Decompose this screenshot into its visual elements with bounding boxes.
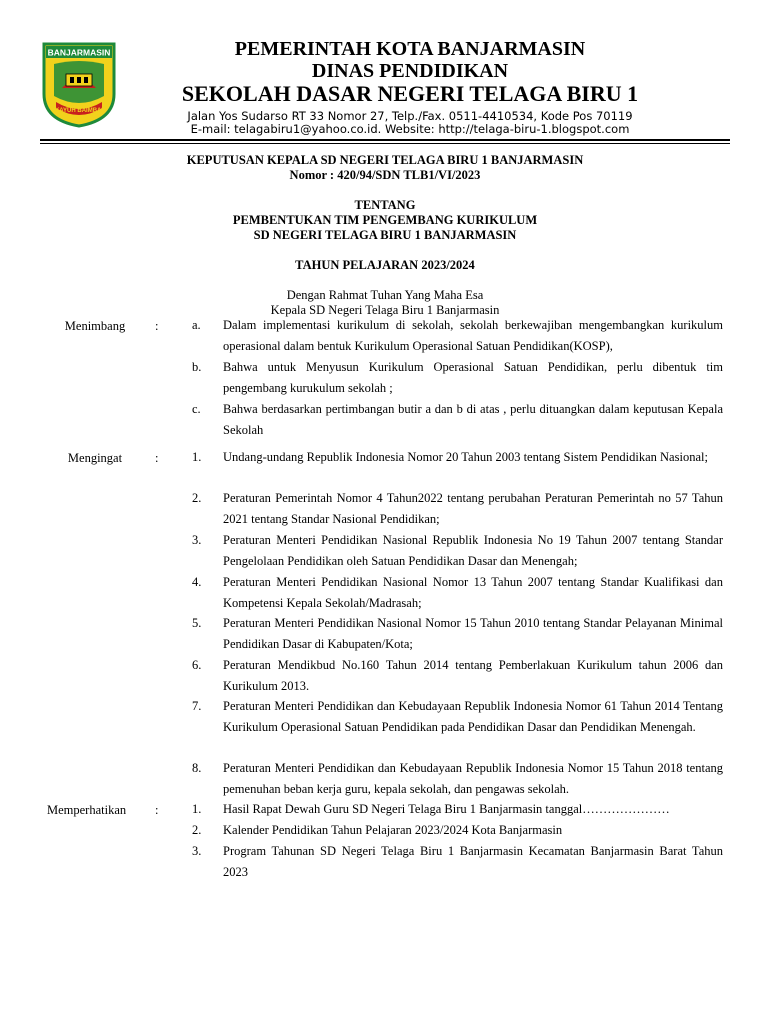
letterhead-rule-thin xyxy=(40,143,730,144)
mengingat-item-4 xyxy=(192,572,723,613)
menimbang-item-a xyxy=(192,315,723,356)
school-contact: E-mail: telagabiru1@yahoo.co.id. Website: http://telaga-biru-1.blogspot.com xyxy=(190,122,630,136)
decree-about: TENTANG xyxy=(354,198,416,212)
menimbang-item-b xyxy=(192,357,723,398)
memperhatikan-item-1 xyxy=(192,799,723,820)
decree-issuer: Kepala SD Negeri Telaga Biru 1 Banjarmasin xyxy=(270,303,500,317)
mengingat-item-2 xyxy=(192,488,723,529)
item-marker: 2. xyxy=(192,823,202,837)
mengingat-colon: : xyxy=(155,451,159,465)
item-marker: 3. xyxy=(192,844,202,858)
item-marker: 1. xyxy=(192,802,202,816)
memperhatikan-item-2 xyxy=(192,820,723,841)
item-marker: 8. xyxy=(192,761,202,775)
mengingat-item-5 xyxy=(192,613,723,654)
item-marker: 6. xyxy=(192,658,202,672)
memperhatikan-colon: : xyxy=(155,803,159,817)
item-marker: c. xyxy=(192,402,201,416)
office-name: DINAS PENDIDIKAN xyxy=(311,60,509,82)
menimbang-item-c xyxy=(192,399,723,440)
menimbang-label: Menimbang xyxy=(64,319,126,333)
item-text: Peraturan Pemerintah Nomor 4 Tahun2022 tentang perubahan Peraturan Pemerintah no 57 Tahun 2021 tentang Standar Nasional Pendidikan; xyxy=(223,491,723,526)
mengingat-item-8 xyxy=(192,758,723,799)
item-marker: 2. xyxy=(192,491,202,505)
item-text: Peraturan Menteri Pendidikan Nasional Republik Indonesia No 19 Tahun 2007 tentang Standar Pengelolaan Pendidikan oleh Satuan Pendidikan Dasar dan Menengah; xyxy=(223,533,723,568)
decree-year: TAHUN PELAJARAN 2023/2024 xyxy=(295,258,475,272)
school-name: SEKOLAH DASAR NEGERI TELAGA BIRU 1 xyxy=(181,81,639,106)
decree-title: KEPUTUSAN KEPALA SD NEGERI TELAGA BIRU 1 BANJARMASIN xyxy=(186,153,584,167)
mengingat-item-6 xyxy=(192,655,723,696)
item-text: Hasil Rapat Dewah Guru SD Negeri Telaga Biru 1 Banjarmasin tanggal………………… xyxy=(223,802,670,816)
memperhatikan-label: Memperhatikan xyxy=(47,803,127,817)
item-text: Undang-undang Republik Indonesia Nomor 20 Tahun 2003 tentang Sistem Pendidikan Nasional; xyxy=(223,450,708,464)
letterhead-rule-thick xyxy=(40,139,730,141)
item-marker: 4. xyxy=(192,575,202,589)
item-text: Bahwa untuk Menyusun Kurikulum Operasional Satuan Pendidikan, perlu dibentuk tim pengembang kurukulum sekolah ; xyxy=(223,360,723,395)
banjarmasin-crest-logo xyxy=(40,40,118,128)
item-marker: 7. xyxy=(192,699,202,713)
mengingat-item-3 xyxy=(192,530,723,571)
item-marker: 1. xyxy=(192,450,202,464)
item-text: Dalam implementasi kurikulum di sekolah, sekolah berkewajiban mengembangkan kurikulum operasional dalam bentuk Kurikulum Operasional Satuan Pendidikan(KOSP), xyxy=(223,318,723,353)
mengingat-item-1 xyxy=(192,447,723,468)
menimbang-colon: : xyxy=(155,319,159,333)
item-marker: 3. xyxy=(192,533,202,547)
item-text: Kalender Pendidikan Tahun Pelajaran 2023/2024 Kota Banjarmasin xyxy=(223,823,563,837)
government-name: PEMERINTAH KOTA BANJARMASIN xyxy=(234,38,586,60)
mengingat-label: Mengingat xyxy=(67,451,123,465)
decree-subject-line-2: SD NEGERI TELAGA BIRU 1 BANJARMASIN xyxy=(253,228,517,242)
item-marker: b. xyxy=(192,360,202,374)
item-text: Peraturan Mendikbud No.160 Tahun 2014 tentang Pemberlakuan Kurikulum tahun 2006 dan Kurikulum 2013. xyxy=(223,658,723,693)
item-text: Bahwa berdasarkan pertimbangan butir a dan b di atas , perlu dituangkan dalam keputusan Kepala Sekolah xyxy=(223,402,723,437)
school-address: Jalan Yos Sudarso RT 33 Nomor 27, Telp./Fax. 0511-4410534, Kode Pos 70119 xyxy=(187,109,633,123)
decree-number: Nomor : 420/94/SDN TLB1/VI/2023 xyxy=(289,168,481,182)
mengingat-item-7 xyxy=(192,696,723,737)
item-text: Peraturan Menteri Pendidikan Nasional Nomor 15 Tahun 2010 tentang Standar Pelayanan Minimal Pendidikan Dasar di Kabupaten/Kota; xyxy=(223,616,723,651)
item-text: Peraturan Menteri Pendidikan dan Kebudayaan Republik Indonesia Nomor 15 Tahun 2018 tentang pemenuhan beban kerja guru, kepala sekolah, dan pengawas sekolah. xyxy=(223,761,723,796)
memperhatikan-item-3 xyxy=(192,841,723,882)
item-marker: a. xyxy=(192,318,201,332)
item-text: Peraturan Menteri Pendidikan dan Kebudayaan Republik Indonesia Nomor 61 Tahun 2014 Tentang Kurikulum Operasional Satuan Pendidikan pada Pendidikan Dasar dan Pendidikan Menengah. xyxy=(223,699,723,734)
letterhead xyxy=(40,38,730,138)
decree-subject-line-1: PEMBENTUKAN TIM PENGEMBANG KURIKULUM xyxy=(232,213,538,227)
item-text: Program Tahunan SD Negeri Telaga Biru 1 Banjarmasin Kecamatan Banjarmasin Barat Tahun 2023 xyxy=(223,844,723,879)
item-text: Peraturan Menteri Pendidikan Nasional Nomor 13 Tahun 2007 tentang Standar Kualifikasi dan Kompetensi Kepala Sekolah/Madrasah; xyxy=(223,575,723,610)
logo-text: BANJARMASIN xyxy=(47,47,111,58)
logo-motto: KAYUH BAIMBAI xyxy=(54,108,104,114)
decree-invocation: Dengan Rahmat Tuhan Yang Maha Esa xyxy=(286,288,484,302)
item-marker: 5. xyxy=(192,616,202,630)
